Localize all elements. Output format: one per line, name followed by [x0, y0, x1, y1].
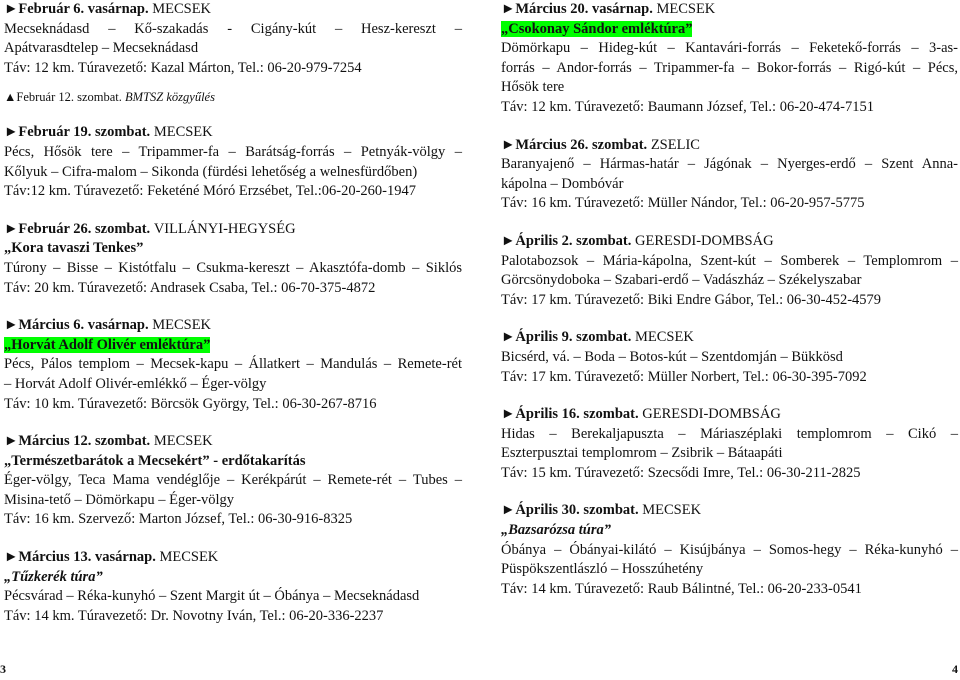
- event-feb-19: [4, 123, 462, 201]
- event-organizer: BMTSZ közgyűlés: [125, 90, 215, 105]
- event-info: Táv: 10 km. Túravezető: Börcsök György, Tel.: 06-30-267-8716: [4, 395, 377, 412]
- event-date: ►Március 26. szombat. ZSELIC: [501, 136, 700, 153]
- event-date: ►Március 20. vasárnap. MECSEK: [501, 1, 716, 17]
- event-date: ►Március 13. vasárnap. MECSEK: [4, 549, 219, 566]
- route-line: Baranyajenő – Hármas-határ – Jágónak – Nyerges-erdő – Szent Anna-: [501, 156, 958, 173]
- route-line: Mecseknádasd – Kő-szakadás - Cigány-kút – Hesz-kereszt –: [4, 20, 462, 37]
- event-feb-12: [4, 90, 462, 105]
- route-line: Görcsönydoboka – Szabari-erdő – Vadászház – Székelyszabar: [501, 272, 862, 289]
- event-info: Táv:12 km. Túravezető: Feketéné Móró Erzsébet, Tel.:06-20-260-1947: [4, 183, 416, 200]
- event-title: „Természetbarátok a Mecsekért” - erdőtakarítás: [4, 452, 306, 469]
- event-date: ►Március 12. szombat. MECSEK: [4, 433, 213, 450]
- event-date: ►Április 30. szombat. MECSEK: [501, 502, 702, 519]
- event-info: Táv: 17 km. Túravezető: Müller Norbert, Tel.: 06-30-395-7092: [501, 368, 867, 385]
- event-mar-26: [501, 136, 958, 214]
- route-line: forrás – Andor-forrás – Tripammer-fa – Bokor-forrás – Rigó-kút – Pécs,: [501, 59, 958, 76]
- route-line: Óbánya – Óbányai-kilátó – Kisújbánya – Somos-hegy – Réka-kunyhó –: [501, 541, 958, 558]
- route-line: Eszterpusztai templomrom – Zsibrik – Bátaapáti: [501, 445, 783, 462]
- event-apr-30: [501, 501, 958, 599]
- route-line: Kőlyuk – Cifra-malom – Sikonda (fürdési lehetőség a welnesfürdőben): [4, 163, 418, 180]
- highlighted-title: „Horvát Adolf Olivér emléktúra”: [4, 336, 211, 353]
- event-info: Táv: 17 km. Túravezető: Biki Endre Gábor, Tel.: 06-30-452-4579: [501, 291, 882, 308]
- event-title: [4, 336, 462, 356]
- event-apr-2: [501, 232, 958, 310]
- event-info: Táv: 16 km. Szervező: Marton József, Tel.: 06-30-916-8325: [4, 511, 353, 528]
- event-title: [501, 20, 958, 40]
- event-title: „Tűzkerék túra”: [4, 568, 103, 585]
- event-title: „Bazsarózsa túra”: [501, 522, 611, 539]
- route-line: Hidas – Berekaljapuszta – Máriaszéplaki templomrom – Cikó –: [501, 425, 958, 442]
- event-info: Táv: 12 km. Túravezető: Baumann József, Tel.: 06-20-474-7151: [501, 98, 874, 115]
- route-line: Pécs, Pálos templom – Mecsek-kapu – Állatkert – Mandulás – Remete-rét: [4, 356, 462, 373]
- route-line: Túrony – Bisse – Kistótfalu – Csukma-kereszt – Akasztófa-domb – Siklós: [4, 259, 462, 276]
- event-date: ►Február 6. vasárnap. MECSEK: [4, 1, 212, 17]
- event-date: ►Április 9. szombat. MECSEK: [501, 329, 694, 346]
- route-line: Hősök tere: [501, 79, 565, 96]
- route-line: Éger-völgy, Teca Mama vendéglője – Kerékpárút – Remete-rét – Tubes –: [4, 472, 462, 489]
- route-line: Pécsvárad – Réka-kunyhó – Szent Margit út – Óbánya – Mecseknádasd: [4, 588, 420, 605]
- event-feb-6: [4, 0, 462, 78]
- page-number-left: 3: [0, 662, 6, 676]
- event-info: Táv: 12 km. Túravezető: Kazal Márton, Tel.: 06-20-979-7254: [4, 59, 362, 76]
- route-line: Apátvarasdtelep – Mecseknádasd: [4, 40, 199, 57]
- event-title: „Kora tavaszi Tenkes”: [4, 240, 144, 257]
- event-info: Táv: 14 km. Túravezető: Raub Bálintné, Tel.: 06-20-233-0541: [501, 580, 862, 597]
- event-info: Táv: 16 km. Túravezető: Müller Nándor, Tel.: 06-20-957-5775: [501, 195, 865, 212]
- event-apr-9: [501, 328, 958, 387]
- route-line: Bicsérd, vá. – Boda – Botos-kút – Szentdomján – Bükkösd: [501, 348, 843, 365]
- event-info: Táv: 20 km. Túravezető: Andrasek Csaba, Tel.: 06-70-375-4872: [4, 279, 376, 296]
- event-apr-16: [501, 405, 958, 483]
- page-number-right: 4: [952, 662, 958, 676]
- route-line: Püspökszentlászló – Hosszúhetény: [501, 561, 704, 578]
- event-date: ►Március 6. vasárnap. MECSEK: [4, 317, 212, 334]
- route-line: Dömörkapu – Hideg-kút – Kantavári-forrás – Feketekő-forrás – 3-as-: [501, 40, 958, 57]
- event-date: ▲Február 12. szombat.: [4, 90, 122, 105]
- event-feb-26: [4, 220, 462, 298]
- route-line: kápolna – Dombóvár: [501, 175, 624, 192]
- event-date: ►Február 19. szombat. MECSEK: [4, 124, 213, 141]
- event-mar-12: [4, 432, 462, 530]
- event-date: ►Február 26. szombat. VILLÁNYI-HEGYSÉG: [4, 220, 296, 237]
- event-mar-20: [501, 0, 958, 118]
- route-line: – Horvát Adolf Olivér-emlékkő – Éger-völgy: [4, 375, 267, 392]
- left-column: [4, 0, 462, 644]
- route-line: Pécs, Hősök tere – Tripammer-fa – Barátság-forrás – Petnyák-völgy –: [4, 143, 462, 160]
- event-mar-13: [4, 548, 462, 626]
- event-mar-6: [4, 316, 462, 414]
- event-info: Táv: 15 km. Túravezető: Szecsődi Imre, Tel.: 06-30-211-2825: [501, 464, 861, 481]
- event-date: ►Április 16. szombat. GERESDI-DOMBSÁG: [501, 406, 781, 423]
- highlighted-title: „Csokonay Sándor emléktúra”: [501, 20, 693, 37]
- route-line: Misina-tető – Dömörkapu – Éger-völgy: [4, 491, 235, 508]
- event-info: Táv: 14 km. Túravezető: Dr. Novotny Iván, Tel.: 06-20-336-2237: [4, 607, 384, 624]
- event-date: ►Április 2. szombat. GERESDI-DOMBSÁG: [501, 232, 774, 249]
- right-column: [501, 0, 958, 617]
- route-line: Palotabozsok – Mária-kápolna, Szent-kút – Somberek – Templomrom –: [501, 252, 958, 269]
